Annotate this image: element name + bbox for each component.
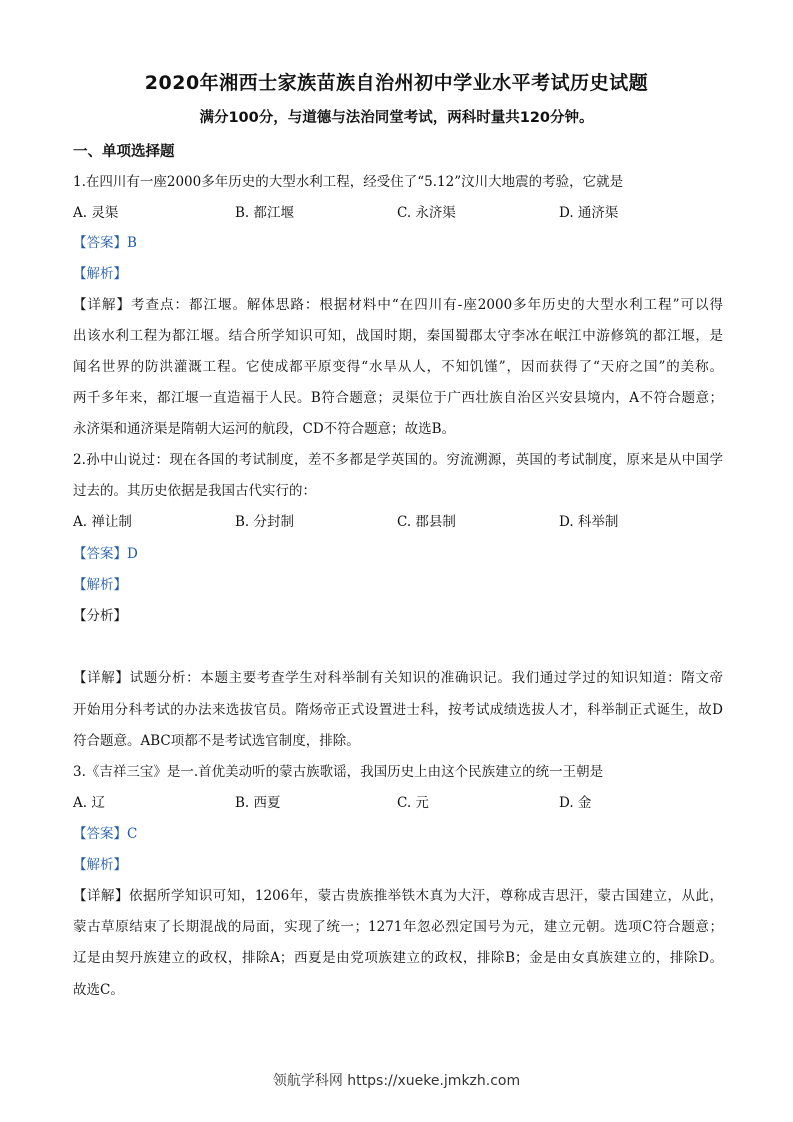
- q3-detail-line: 辽是由契丹族建立的政权，排除A；西夏是由党项族建立的政权，排除B；金是由女真族建立的，排除D。: [73, 950, 723, 966]
- q1-analysis-label: 【解析】: [73, 266, 127, 282]
- q1-option-a: A. 灵渠: [73, 205, 119, 221]
- q2-detail-line: 开始用分科考试的办法来选拔官员。隋炀帝正式设置进士科，按考试成绩选拔人才，科举制正式诞生，故D: [73, 702, 723, 718]
- q1-detail-line: 两千多年来，都江堰一直造福于人民。B符合题意；灵渠位于广西壮族自治区兴安县境内，A不符合题意；: [73, 390, 723, 406]
- q3-option-a: A. 辽: [73, 795, 105, 811]
- q2-option-b: B. 分封制: [235, 514, 295, 530]
- q3-detail-line: 蒙古草原结束了长期混战的局面，实现了统一；1271年忽必烈定国号为元，建立元朝。选项C符合题意；: [73, 919, 723, 935]
- q1-option-c: C. 永济渠: [397, 205, 456, 221]
- q1-option-d: D. 通济渠: [559, 205, 619, 221]
- q2-option-d: D. 科举制: [559, 514, 619, 530]
- q3-analysis-label: 【解析】: [73, 857, 127, 873]
- q3-option-b: B. 西夏: [235, 795, 281, 811]
- q2-answer: 【答案】D: [73, 546, 138, 562]
- q3-answer: 【答案】C: [73, 826, 138, 842]
- q1-answer: 【答案】B: [73, 235, 137, 251]
- q3-option-d: D. 金: [559, 795, 592, 811]
- q1-detail-line: 出该水利工程为都江堰。结合所学知识可知，战国时期，秦国蜀郡太守李冰在岷江中游修筑的都江堰，是: [73, 328, 723, 344]
- q2-fenxi-label: 【分析】: [73, 608, 127, 624]
- q2-detail-line: 【详解】试题分析：本题主要考查学生对科举制有关知识的准确识记。我们通过学过的知识知道：隋文帝: [73, 670, 723, 686]
- section-heading: 一、单项选择题: [73, 144, 175, 160]
- q1-detail-line: 【详解】考查点：都江堰。解体思路：根据材料中“在四川有-座2000多年历史的大型水利工程”可以得: [73, 297, 723, 313]
- question-2-stem: 2.孙中山说过：现在各国的考试制度，差不多都是学英国的。穷流溯源，英国的考试制度，原来是从中国学: [73, 452, 723, 468]
- question-1-stem: 1.在四川有一座2000多年历史的大型水利工程，经受住了“5.12”汶川大地震的考验，它就是: [73, 174, 624, 190]
- question-3-stem: 3.《吉祥三宝》是一.首优美动听的蒙古族歌谣，我国历史上由这个民族建立的统一王朝是: [73, 764, 604, 780]
- q1-option-b: B. 都江堰: [235, 205, 295, 221]
- q1-detail-line: 永济渠和通济渠是隋朝大运河的航段，CD不符合题意；故选B。: [73, 421, 456, 437]
- question-2-stem: 过去的。其历史依据是我国古代实行的：: [73, 483, 316, 499]
- q3-option-c: C. 元: [397, 795, 429, 811]
- page-title: 2020年湘西士家族苗族自治州初中学业水平考试历史试题: [144, 72, 649, 94]
- exam-subtitle: 满分100分，与道德与法治同堂考试，两科时量共120分钟。: [199, 110, 594, 126]
- q2-option-a: A. 禅让制: [73, 514, 132, 530]
- q2-analysis-label: 【解析】: [73, 577, 127, 593]
- q3-detail-line: 故选C。: [73, 982, 124, 998]
- q2-detail-line: 符合题意。ABC项都不是考试选官制度，排除。: [73, 733, 360, 749]
- page-footer: 领航学科网 https://xueke.jmkzh.com: [272, 1073, 521, 1089]
- q1-detail-line: 闻名世界的防洪灌溉工程。它使成都平原变得“水旱从人，不知饥馑”，因而获得了“天府之国”的美称。: [73, 359, 723, 375]
- q3-detail-line: 【详解】依据所学知识可知，1206年，蒙古贵族推举铁木真为大汗，尊称成吉思汗，蒙古国建立，从此，: [73, 888, 723, 904]
- q2-option-c: C. 郡县制: [397, 514, 456, 530]
